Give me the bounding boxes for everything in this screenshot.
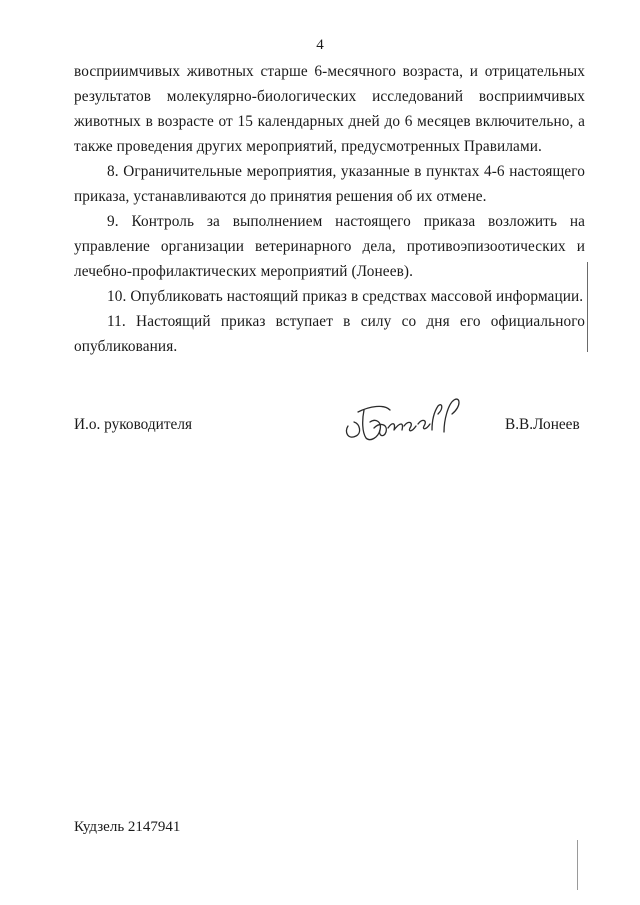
- paragraph-line: 8. Ограничительные мероприятия, указанные в пунктах 4-6 настоящего: [107, 163, 585, 180]
- scan-edge-mark: [587, 262, 588, 352]
- paragraph-line: также проведения других мероприятий, предусмотренных Правилами.: [74, 138, 542, 155]
- paragraph-line: 9. Контроль за выполнением настоящего приказа возложить на: [107, 213, 585, 230]
- paragraph-line: приказа, устанавливаются до принятия решения об их отмене.: [74, 188, 487, 205]
- paragraph-line: лечебно-профилактических мероприятий (Лонеев).: [74, 263, 414, 280]
- paragraph-line: опубликования.: [74, 338, 178, 355]
- paragraph-line: животных в возрасте от 15 календарных дней до 6 месяцев включительно, а: [74, 113, 585, 130]
- scan-edge-mark: [577, 840, 578, 890]
- handwritten-signature: [340, 392, 470, 448]
- signatory-title: И.о. руководителя: [74, 416, 193, 433]
- page-number: 4: [316, 37, 324, 53]
- paragraph-line: 10. Опубликовать настоящий приказ в средствах массовой информации.: [107, 288, 584, 305]
- executor-footer: Кудзель 2147941: [74, 819, 181, 835]
- signatory-name: В.В.Лонеев: [505, 416, 580, 433]
- paragraph-line: результатов молекулярно-биологических исследований восприимчивых: [74, 88, 585, 105]
- paragraph-line: 11. Настоящий приказ вступает в силу со дня его официального: [107, 313, 585, 330]
- paragraph-line: управление организации ветеринарного дела, противоэпизоотических и: [74, 238, 585, 255]
- paragraph-line: восприимчивых животных старше 6-месячного возраста, и отрицательных: [74, 63, 585, 80]
